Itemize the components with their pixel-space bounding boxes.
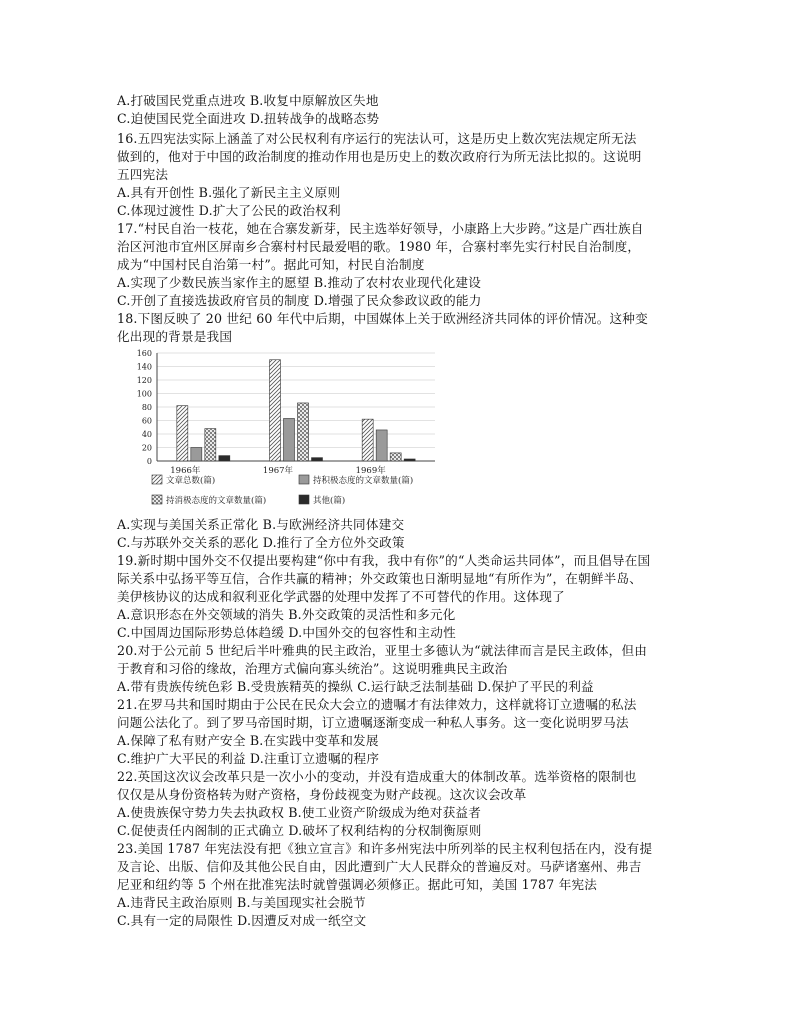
x-tick-label: 1966年 [170,466,201,476]
legend-swatch [152,475,162,484]
legend-swatch [299,495,309,504]
text-line: C.开创了直接选拔政府官员的制度 D.增强了民众参政议政的能力 [117,293,482,308]
text-line: A.具有开创性 B.强化了新民主主义原则 [117,185,341,200]
text-line: 20.对于公元前 5 世纪后半叶雅典的民主政治，亚里士多德认为“就法律而言是民主政体，但由 [117,643,648,658]
y-tick-label: 40 [141,430,152,439]
y-tick-label: 80 [141,403,152,412]
text-line: 22.英国这次议会改革只是一次小小的变动，并没有造成重大的体制改革。选举资格的限制也 [117,769,637,784]
text-line: A.保障了私有财产安全 B.在实践中变革和发展 [117,733,379,748]
text-line: 治区河池市宜州区屏南乡合寨村村民最爱唱的歌。1980 年，合寨村率先实行村民自治制度， [117,239,641,254]
bar-chart-svg [117,343,442,513]
y-tick-label: 100 [136,389,152,399]
text-line: 及言论、出版、信仰及其他公民自由，因此遭到广大人民群众的普遍反对。马萨诸塞州、弗吉 [117,859,642,874]
x-tick-label: 1967年 [262,466,294,476]
text-line: 成为“中国村民自治第一村”。据此可知，村民自治制度 [117,257,425,272]
text-line: 五四宪法 [117,167,169,182]
bar-chart [117,343,442,513]
legend-label: 文章总数(篇) [166,476,216,486]
text-line: C.中国周边国际形势总体趋缓 D.中国外交的包容性和主动性 [117,625,456,640]
y-tick-label: 120 [136,376,152,385]
legend-label: 其他(篇) [313,496,346,506]
text-line: A.意识形态在外交领域的消失 B.外交政策的灵活性和多元化 [117,607,456,622]
y-tick-label: 0 [146,457,152,466]
bar-positive [191,448,202,462]
text-line: A.实现与美国关系正常化 B.与欧洲经济共同体建交 [117,517,405,532]
text-line: 美伊核协议的达成和叙利亚化学武器的处理中发挥了不可替代的作用。这体现了 [117,589,565,604]
text-line: A.带有贵族传统色彩 B.受贵族精英的操纵 C.运行缺乏法制基础 D.保护了平民的利益 [117,679,594,694]
legend-label: 持消极态度的文章数量(篇) [166,496,267,506]
bar-negative [298,403,309,461]
text-line: A.违背民主政治原则 B.与美国现实社会脱节 [117,895,366,910]
text-line: C.体现过渡性 D.扩大了公民的政治权利 [117,203,341,218]
text-line: 18.下图反映了 20 世纪 60 年代中后期，中国媒体上关于欧洲经济共同体的评价情况。这种变 [117,311,648,326]
text-line: 23.美国 1787 年宪法没有把《独立宣言》和许多州宪法中所列举的民主权利包括在内，没有提 [117,841,653,856]
text-line: C.维护广大平民的利益 D.注重订立遗嘱的程序 [117,751,380,766]
text-line: C.促使责任内阁制的正式确立 D.破坏了权利结构的分权制衡原则 [117,823,482,838]
text-line: 做到的，他对于中国的政治制度的推动作用也是历史上的数次政府行为所无法比拟的。这说明 [117,149,642,164]
text-line: 16.五四宪法实际上涵盖了对公民权利有序运行的宪法认可，这是历史上数次宪法规定所无法 [117,131,637,146]
bar-other [404,459,415,461]
legend-label: 持积极态度的文章数量(篇) [313,476,414,486]
text-line: 尼亚和纽约等 5 个州在批准宪法时就曾强调必须修正。据此可知，美国 1787 年宪法 [117,877,598,892]
bar-positive [284,418,295,461]
bar-total [270,360,281,461]
text-line: C.与苏联外交关系的恶化 D.推行了全方位外交政策 [117,535,405,550]
text-line: C.具有一定的局限性 D.因遭反对成一纸空文 [117,913,367,928]
text-line: 17.“村民自治一枝花，她在合寨发新芽，民主选举好领导，小康路上大步跨。”这是广西壮族自 [117,221,644,236]
text-line: A.实现了少数民族当家作主的愿望 B.推动了农村农业现代化建设 [117,275,481,290]
bar-negative [205,429,216,461]
bar-negative [390,453,401,461]
text-line: 问题公法化了。到了罗马帝国时期，订立遗嘱逐渐变成一种私人事务。这一变化说明罗马法 [117,715,629,730]
legend-swatch [299,475,309,484]
bar-positive [376,430,387,461]
text-line: A.打破国民党重点进攻 B.收复中原解放区失地 [117,93,379,108]
text-line: A.使贵族保守势力失去执政权 B.使工业资产阶级成为绝对获益者 [117,805,481,820]
x-tick-label: 1969年 [355,466,386,476]
text-line: 仅仅是从身份资格转为财产资格，身份歧视变为财产歧视。这次议会改革 [117,787,527,802]
text-line: 于教育和习俗的缘故，治理方式偏向寡头统治”。这说明雅典民主政治 [117,661,508,676]
text-line: 际关系中弘扬平等互信，合作共赢的精神；外交政策也日渐明显地“有所作为”，在朝鲜半岛、 [117,571,643,586]
bar-other [219,456,230,461]
legend-swatch [152,495,162,504]
text-line: 19.新时期中国外交不仅提出要构建“你中有我，我中有你”的“人类命运共同体”，而且倡导在国 [117,553,651,568]
bar-total [362,419,373,461]
y-tick-label: 60 [141,416,152,426]
y-tick-label: 20 [141,443,152,453]
bar-other [312,458,323,461]
text-line: 21.在罗马共和国时期由于公民在民众大会立的遗嘱才有法律效力，这样就将订立遗嘱的私法 [117,697,637,712]
y-tick-label: 140 [136,362,152,372]
y-tick-label: 160 [136,349,152,358]
bar-total [177,406,188,461]
text-line: C.迫使国民党全面进攻 D.扭转战争的战略态势 [117,111,380,126]
text-line: 化出现的背景是我国 [117,329,233,344]
